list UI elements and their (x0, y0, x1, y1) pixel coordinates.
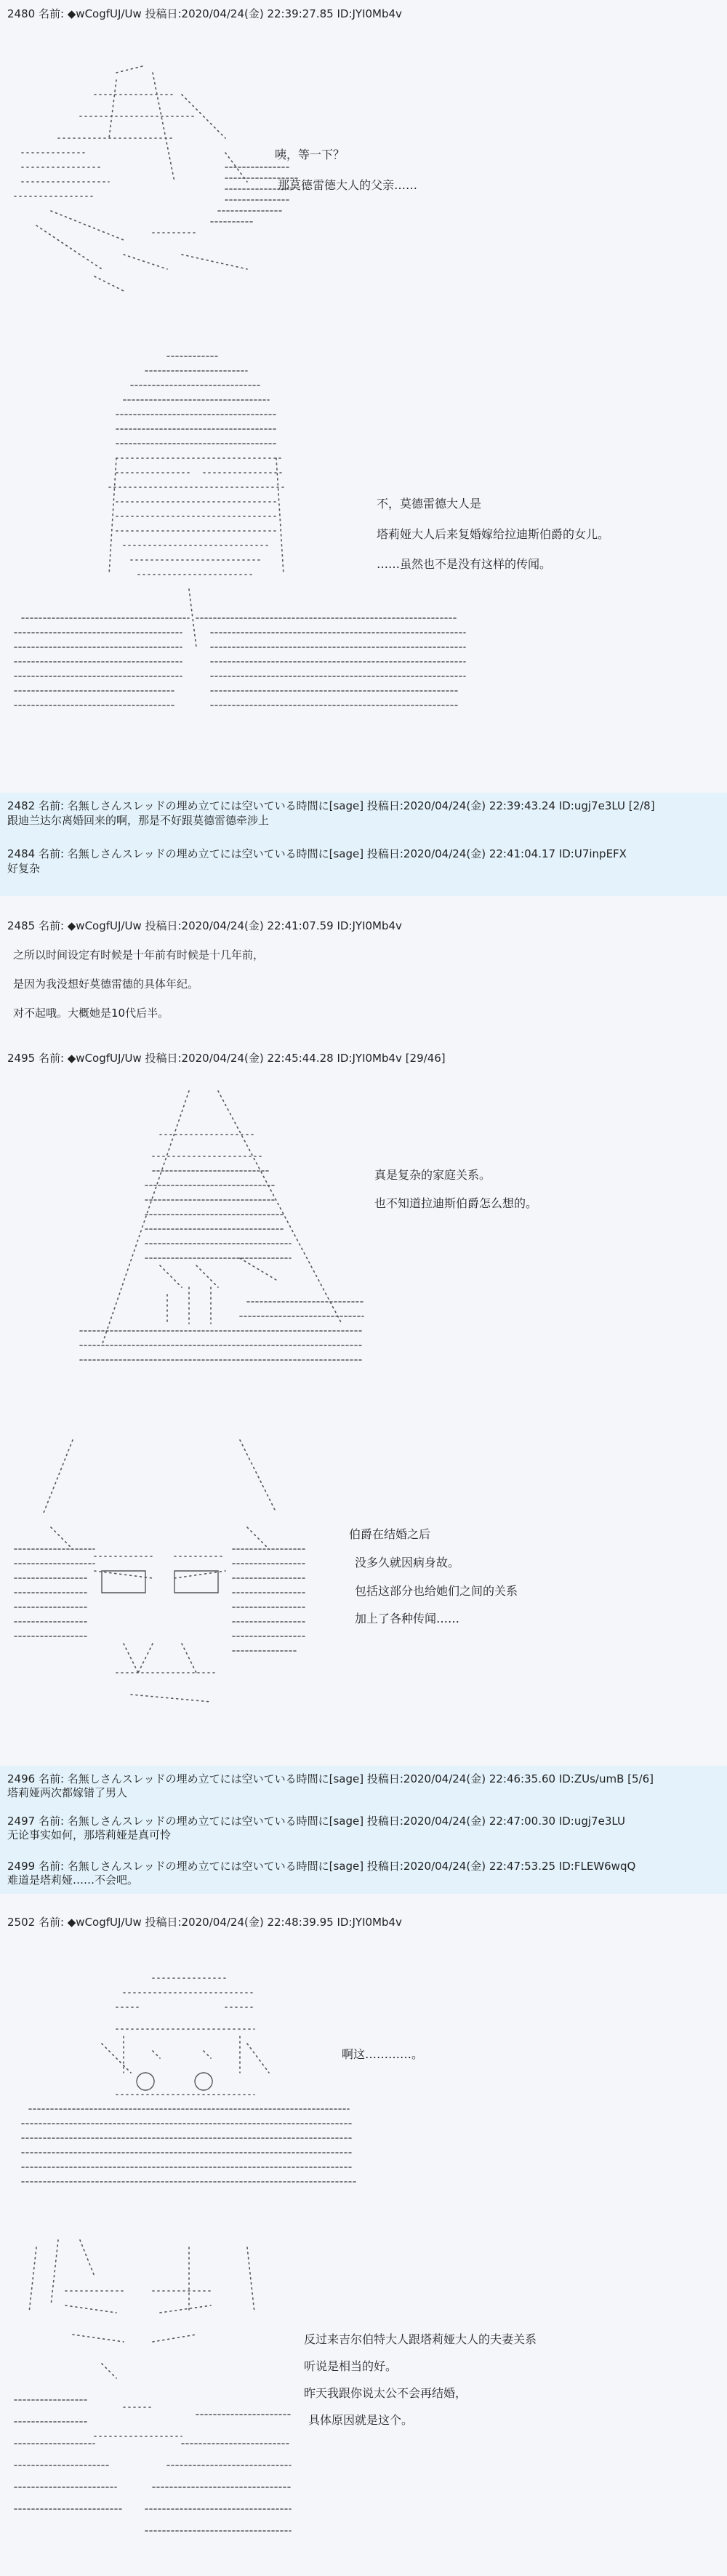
speech-line: 昨天我跟你说太公不会再结婚， (304, 2386, 467, 2400)
speech-line: 塔莉娅大人后来复婚嫁给拉迪斯伯爵的女儿。 (377, 527, 610, 541)
post-header: 2497 名前: 名無しさんスレッドの埋め立てには空いている時間に[sage] 投稿日:2020/04/24(金) 22:47:00.30 ID:ugj7e3LU (7, 1815, 625, 1828)
speech-line: 加上了各种传闻…… (355, 1612, 460, 1625)
speech-line: ……虽然也不是没有这样的传闻。 (377, 557, 552, 571)
post-body: 是因为我没想好莫德雷德的具体年纪。 (13, 977, 199, 991)
ascii-art-character-5 (7, 1964, 364, 2196)
speech-line: 包括这部分也给她们之间的关系 (355, 1584, 518, 1598)
speech-line: 反过来吉尔伯特大人跟塔莉娅大人的夫妻关系 (304, 2332, 537, 2346)
post-header: 2484 名前: 名無しさんスレッドの埋め立てには空いている時間に[sage] 投稿日:2020/04/24(金) 22:41:04.17 ID:U7inpEFX (7, 847, 627, 860)
speech-line: 也不知道拉迪斯伯爵怎么想的。 (374, 1196, 538, 1210)
post-body: 对不起哦。大概她是10代后半。 (13, 1007, 169, 1020)
speech-line: 真是复杂的家庭关系。 (374, 1168, 491, 1182)
post-body: 难道是塔莉娅……不会吧。 (7, 1873, 139, 1887)
post-body: 塔莉娅两次都嫁错了男人 (7, 1786, 128, 1799)
speech-line: 那莫德雷德大人的父亲…… (278, 178, 418, 192)
post-header: 2485 名前: ◆wCogfUJ/Uw 投稿日:2020/04/24(金) 22:41:07.59 ID:JYI0Mb4v (7, 919, 402, 932)
speech-line: 不，莫德雷德大人是 (377, 497, 482, 511)
post-header: 2496 名前: 名無しさんスレッドの埋め立てには空いている時間に[sage] 投稿日:2020/04/24(金) 22:46:35.60 ID:ZUs/umB [5/6] (7, 1772, 654, 1785)
ascii-art-character-1 (7, 51, 313, 298)
post-body: 跟迪兰达尔离婚回来的啊，那是不好跟莫德雷德牵涉上 (7, 814, 270, 827)
speech-line: 听说是相当的好。 (304, 2359, 398, 2373)
speech-line: 伯爵在结婚之后 (349, 1527, 431, 1541)
speech-line: 咦，等一下？ (275, 148, 345, 161)
ascii-art-character-6 (7, 2233, 298, 2538)
post-header: 2499 名前: 名無しさんスレッドの埋め立てには空いている時間に[sage] 投稿日:2020/04/24(金) 22:47:53.25 ID:FLEW6wqQ (7, 1860, 636, 1873)
post-header: 2502 名前: ◆wCogfUJ/Uw 投稿日:2020/04/24(金) 22:48:39.95 ID:JYI0Mb4v (7, 1916, 402, 1929)
speech-line: 没多久就因病身故。 (355, 1556, 460, 1569)
post-body: 好复杂 (7, 862, 41, 875)
post-body: 之所以时间设定有时候是十年前有时候是十几年前， (13, 948, 265, 961)
speech-line: 啊这…………。 (342, 2047, 424, 2061)
speech-line: 具体原因就是这个。 (308, 2413, 414, 2427)
ascii-art-character-4 (7, 1425, 313, 1716)
post-header: 2482 名前: 名無しさんスレッドの埋め立てには空いている時間に[sage] 投稿日:2020/04/24(金) 22:39:43.24 ID:ugj7e3LU [2/8] (7, 799, 655, 812)
post-header: 2495 名前: ◆wCogfUJ/Uw 投稿日:2020/04/24(金) 22:45:44.28 ID:JYI0Mb4v [29/46] (7, 1052, 446, 1065)
post-header: 2480 名前: ◆wCogfUJ/Uw 投稿日:2020/04/24(金) 22:39:27.85 ID:JYI0Mb4v (7, 7, 402, 20)
post-body: 无论事实如何，那塔莉娅是真可怜 (7, 1828, 172, 1841)
ascii-art-character-3 (73, 1084, 364, 1367)
